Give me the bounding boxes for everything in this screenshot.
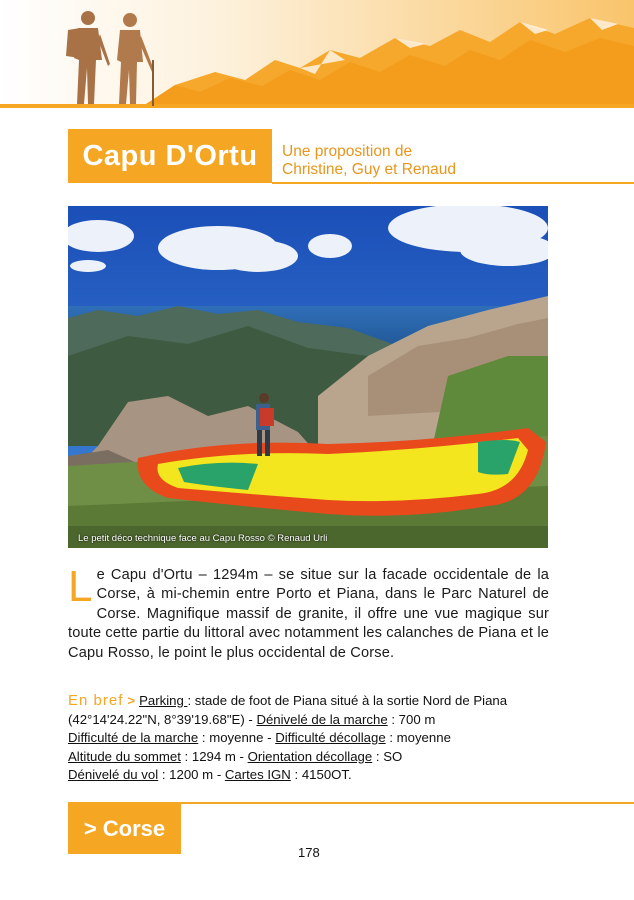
coords-value: (42°14'24.22"N, 8°39'19.68"E) -: [68, 711, 257, 727]
cartes-value: : 4150OT.: [290, 767, 352, 783]
denivele-marche-label: Dénivelé de la marche: [256, 711, 388, 727]
difficulte-decollage-value: : moyenne: [385, 730, 451, 746]
bref-line-1: [68, 692, 558, 711]
bref-line-2: [68, 711, 558, 730]
title-divider: [272, 182, 634, 184]
header-banner: [0, 0, 634, 108]
page-subtitle: [282, 143, 456, 179]
bref-line-4: [68, 748, 558, 767]
landscape-image: [68, 206, 548, 548]
en-bref-label: En bref: [68, 692, 124, 709]
bref-line-3: [68, 729, 558, 748]
denivele-vol-label: Dénivelé du vol: [68, 767, 159, 783]
cartes-label: Cartes IGN: [224, 767, 291, 783]
en-bref-section: [68, 692, 558, 785]
intro-text: e Capu d'Ortu – 1294m – se situe sur la facade occidentale de la Corse, à mi-chemin entre Porto et Piana, dans le Parc Naturel de Corse. Magnifique massif de granite, il offre une vue magique sur toute cette partie du littoral avec notamment les calanches de Piana et le Capu Rosso, le point le plus occidental de Corse.: [68, 567, 549, 661]
difficulte-marche-label: Difficulté de la marche: [68, 730, 199, 746]
intro-paragraph: [68, 562, 549, 663]
difficulte-marche-value: : moyenne -: [198, 730, 276, 746]
altitude-label: Altitude du sommet: [68, 748, 181, 764]
photo-caption: Le petit déco technique face au Capu Rosso © Renaud Urli: [78, 533, 328, 544]
orientation-value: : SO: [372, 748, 403, 764]
parking-label: Parking: [139, 693, 188, 708]
parking-value: : stade de foot de Piana situé à la sortie Nord de Piana: [187, 693, 508, 708]
bref-line-5: [68, 766, 558, 785]
mountain-hikers-illustration: [0, 0, 634, 108]
difficulte-decollage-label: Difficulté décollage: [275, 730, 386, 746]
denivele-marche-value: : 700 m: [387, 711, 436, 727]
paraglider-photo: [68, 206, 548, 548]
page-title-box: [68, 129, 272, 183]
orientation-label: Orientation décollage: [247, 748, 373, 764]
chevron-right-icon: >: [127, 693, 136, 708]
drop-cap: L: [68, 562, 93, 611]
altitude-value: : 1294 m -: [180, 748, 248, 764]
section-tab: > Corse: [68, 804, 181, 854]
subtitle-line-2: Christine, Guy et Renaud: [282, 161, 457, 178]
page-title: Capu D'Ortu: [82, 139, 258, 172]
page-number: 178: [298, 845, 320, 860]
subtitle-line-1: Une proposition de: [282, 143, 413, 160]
denivele-vol-value: : 1200 m -: [158, 767, 225, 783]
